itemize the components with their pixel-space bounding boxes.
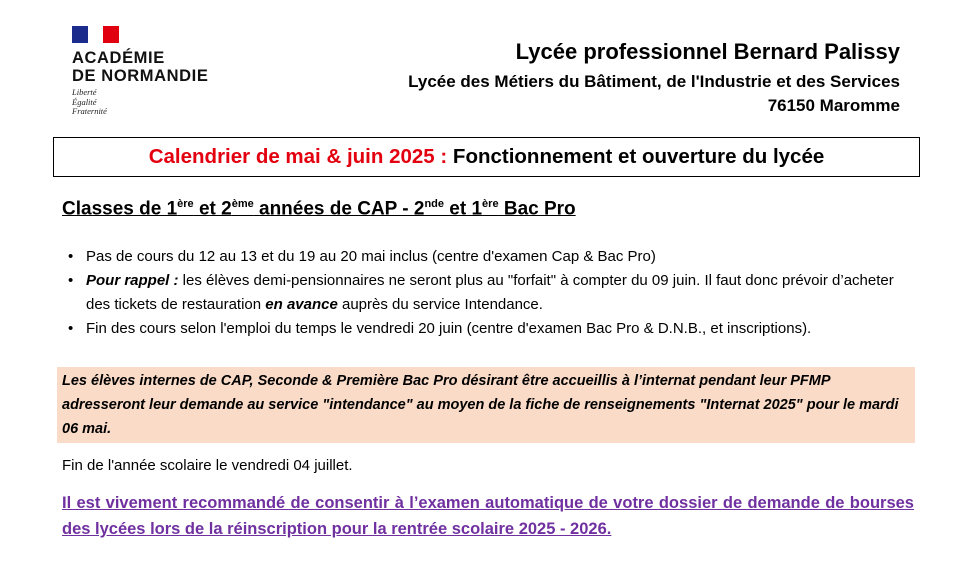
section-text-4: et 1 [444, 198, 483, 220]
title-black-part: Fonctionnement et ouverture du lycée [452, 145, 825, 168]
academie-line-2: DE NORMANDIE [72, 67, 209, 85]
school-name: Lycée professionnel Bernard Palissy [515, 39, 900, 64]
bullet-item-reminder [64, 269, 914, 317]
bullet-item-no-classes [64, 245, 914, 269]
bullet-text-a: les élèves demi-pensionnaires ne seront plus au "forfait" à compter du 09 juin. Il faut donc prévoir d’acheter des tickets de restauration [86, 272, 894, 313]
motto-egalite: Égalité [72, 96, 97, 107]
section-text-3: années de CAP - 2 [253, 198, 425, 220]
title-red-part: Calendrier de mai & juin 2025 : [148, 145, 448, 168]
republic-motto [72, 88, 232, 117]
academie-line-1: ACADÉMIE [72, 49, 165, 67]
section-sup-3: nde [424, 198, 445, 210]
school-header [408, 38, 900, 118]
school-subtitle: Lycée des Métiers du Bâtiment, de l'Industrie et des Services [408, 72, 900, 91]
section-text-5: Bac Pro [498, 198, 576, 220]
section-text-2: et 2 [193, 198, 232, 220]
section-sup-1: ère [177, 198, 194, 210]
scholarship-notice: Il est vivement recommandé de consentir à l’examen automatique de votre dossier de demande de bourses des lycées lors de la réinscription pour la rentrée scolaire 2025 - 2026. [62, 494, 914, 538]
section-sup-4: ère [482, 198, 499, 210]
motto-fraternite: Fraternité [72, 106, 107, 116]
info-bullet-list [64, 245, 914, 341]
french-flag-icon [72, 26, 119, 43]
bullet-lead: Pour rappel : [86, 272, 179, 289]
school-city: 76150 Maromme [767, 96, 900, 115]
motto-liberte: Liberté [72, 87, 97, 97]
end-of-year-text: Fin de l'année scolaire le vendredi 04 juillet. [62, 457, 353, 474]
section-sup-2: ème [231, 198, 254, 210]
section-text-1: Classes de 1 [62, 198, 178, 220]
bullet-text: Pas de cours du 12 au 13 et du 19 au 20 mai inclus (centre d'examen Cap & Bac Pro) [86, 248, 656, 265]
document-title [53, 137, 920, 177]
academie-name [72, 49, 232, 85]
bullet-emphasis: en avance [265, 296, 338, 313]
boarding-notice: Les élèves internes de CAP, Seconde & Première Bac Pro désirant être accueillis à l’internat pendant leur PFMP adresseront leur demande au service "intendance" au moyen de la fiche de renseignements "Internat 2025" pour le mardi 06 mai. [57, 367, 915, 443]
section-heading [62, 198, 576, 220]
bullet-item-end-of-classes [64, 317, 914, 341]
bullet-text-b: auprès du service Intendance. [337, 296, 543, 313]
bullet-text: Fin des cours selon l'emploi du temps le vendredi 20 juin (centre d'examen Bac Pro & D.N.B., et inscriptions). [86, 320, 812, 337]
academie-logo [72, 26, 232, 117]
